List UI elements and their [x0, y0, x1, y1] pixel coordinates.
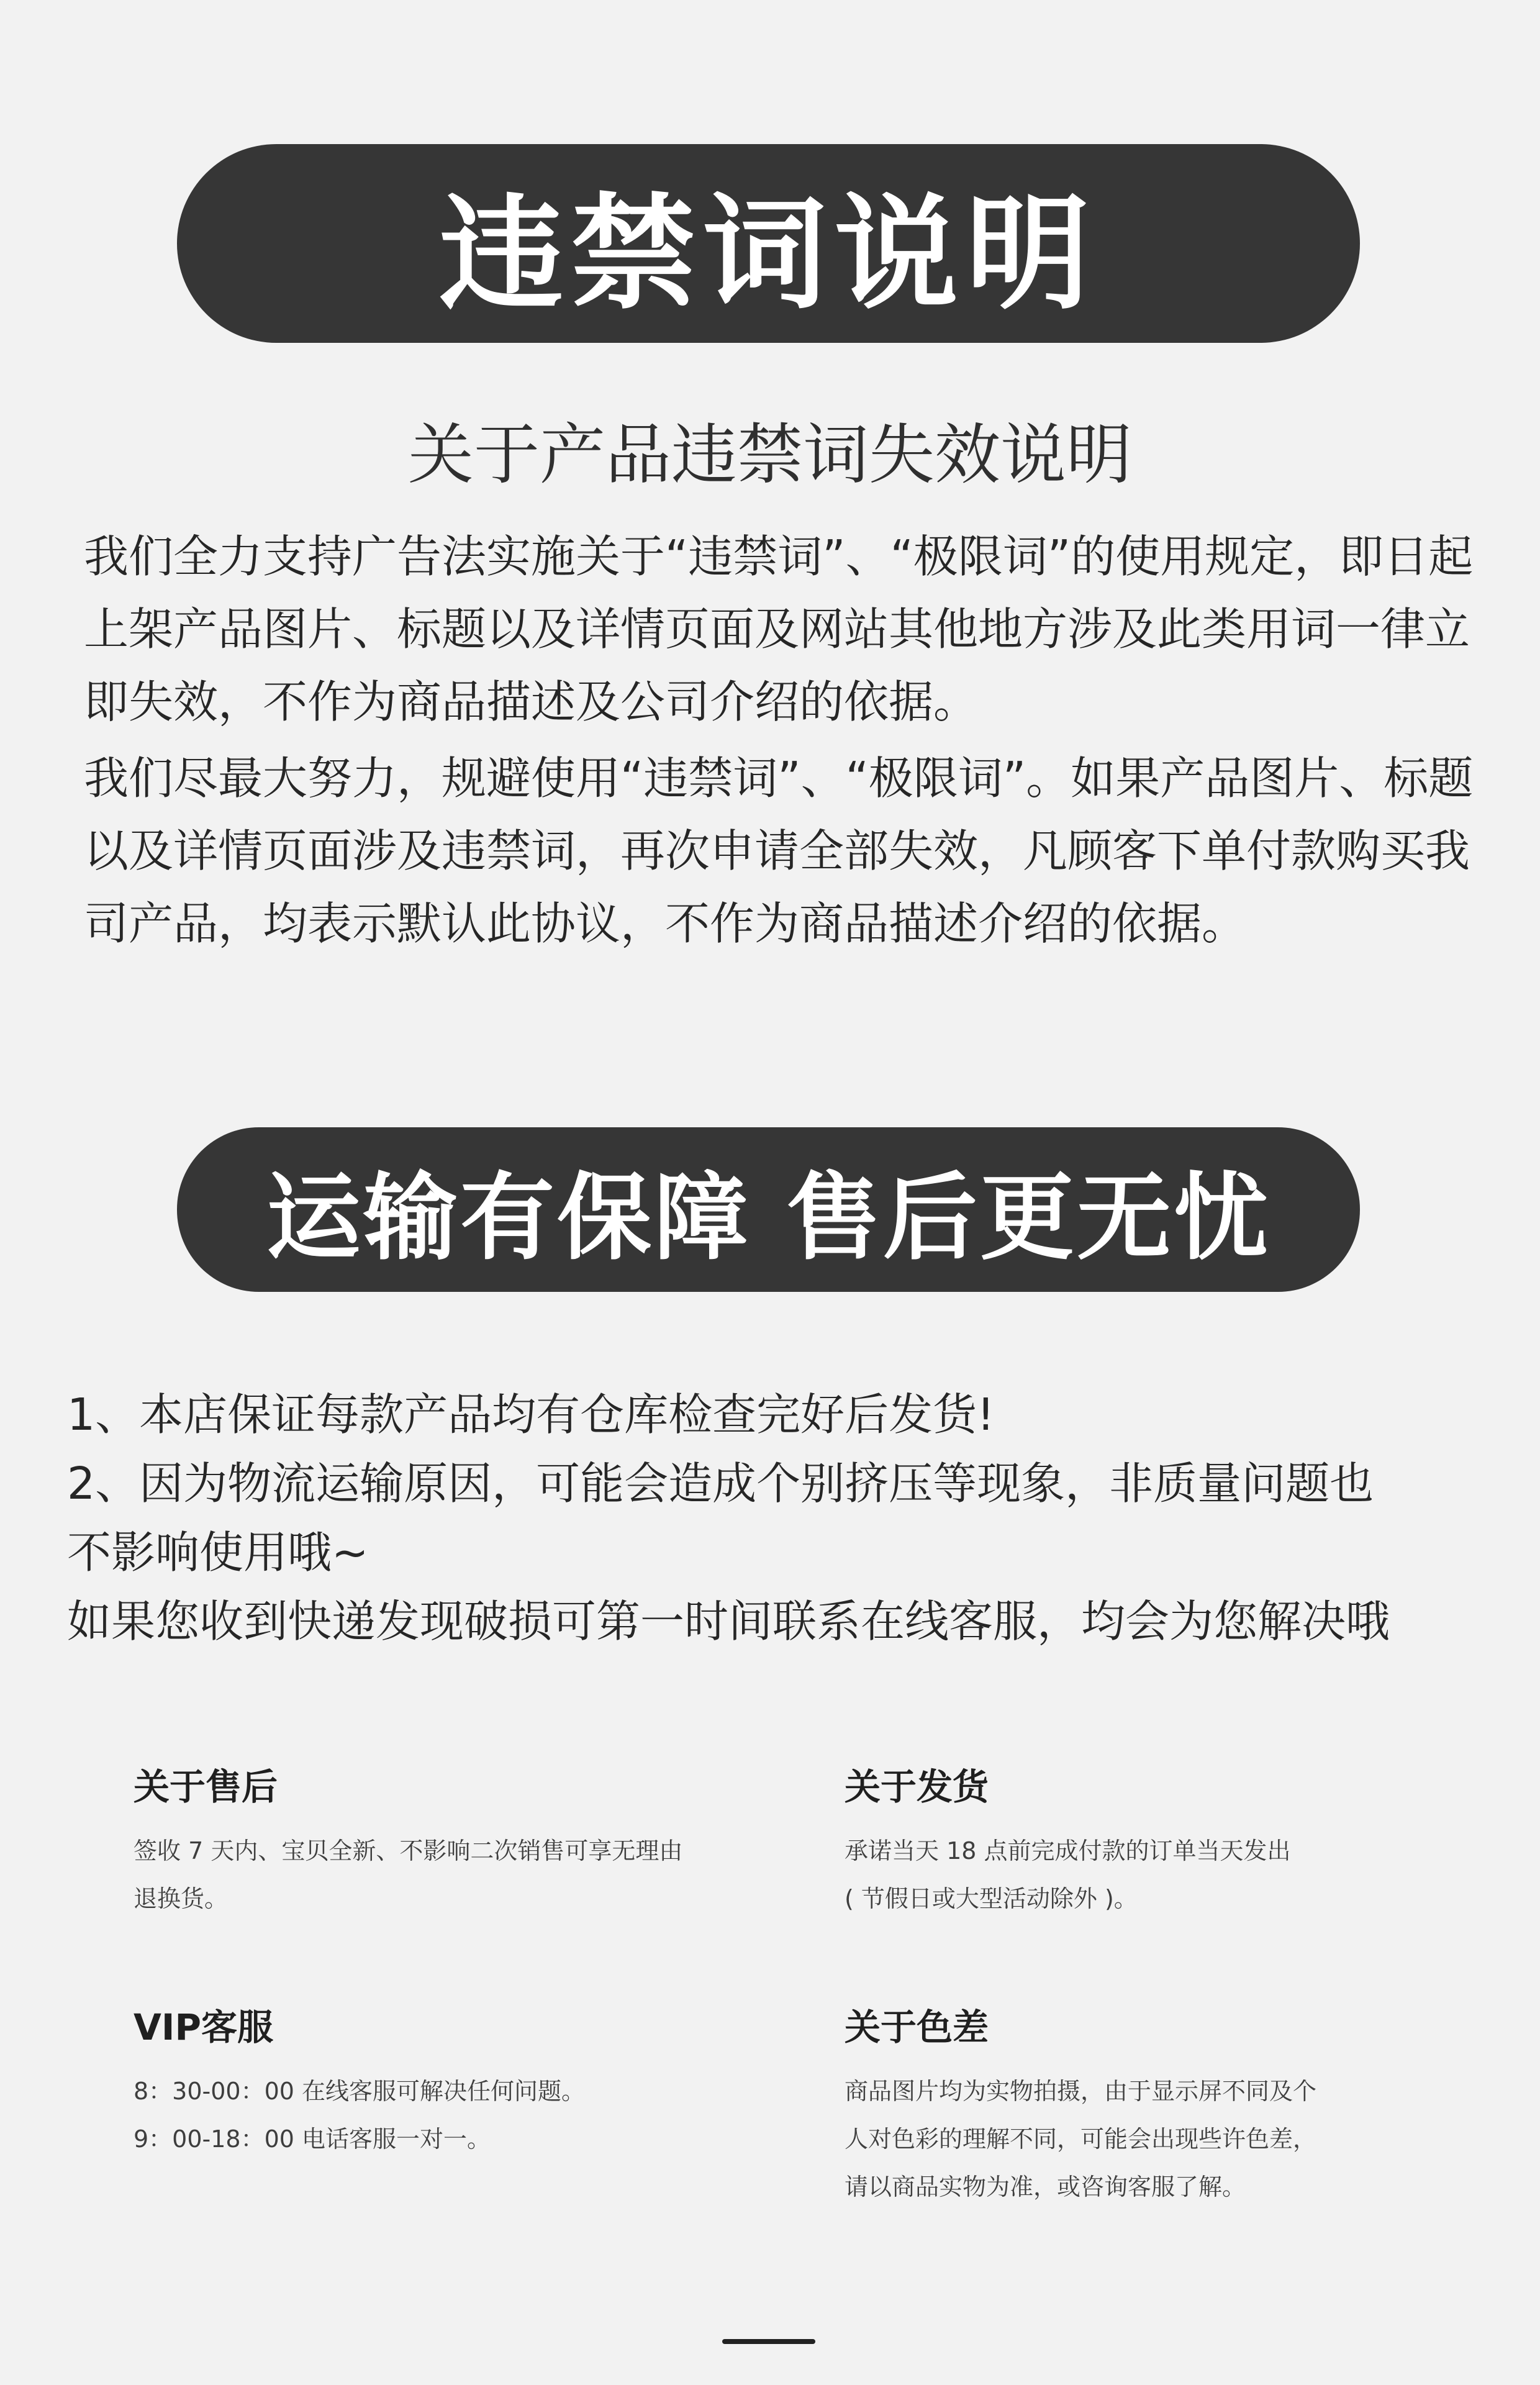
info-text-line: 人对色彩的理解不同，可能会出现些许色差， — [845, 2125, 1317, 2153]
shipping-notes — [67, 1380, 1495, 1656]
prohibited-words-banner — [177, 144, 1360, 343]
shipping-guarantee-banner — [177, 1127, 1360, 1292]
notice-paragraph-2: 我们尽最大努力，规避使用“违禁词”、“极限词”。如果产品图片、标题以及详情页面涉及违禁词，再次申请全部失效，凡顾客下单付款购买我司产品，均表示默认此协议，不作为商品描述介绍的依据。 — [84, 752, 1474, 950]
info-text-line: 退换货。 — [134, 1885, 229, 1912]
info-title: 关于色差 — [845, 2006, 989, 2048]
banner-title: 违禁词说明 — [439, 181, 1098, 327]
shipping-note-line: 2、因为物流运输原因，可能会造成个别挤压等现象，非质量问题也 — [67, 1458, 1374, 1509]
info-text-line: 签收 7 天内、宝贝全新、不影响二次销售可享无理由 — [134, 1837, 683, 1865]
info-vip-service — [134, 1998, 754, 2163]
info-text-line: 9：00-18：00 电话客服一对一。 — [134, 2125, 491, 2153]
info-delivery — [845, 1758, 1465, 1923]
bottom-divider — [722, 2339, 815, 2344]
info-color-difference — [845, 1998, 1465, 2211]
info-title: VIP客服 — [134, 2006, 273, 2048]
info-text-line: 商品图片均为实物拍摄，由于显示屏不同及个 — [845, 2078, 1317, 2105]
info-text-line: 请以商品实物为准，或咨询客服了解。 — [845, 2173, 1246, 2201]
banner-title: 运输有保障 售后更无忧 — [266, 1162, 1270, 1273]
info-text-line: 承诺当天 18 点前完成付款的订单当天发出 — [845, 1837, 1291, 1865]
shipping-note-line: 如果您收到快递发现破损可第一时间联系在线客服，均会为您解决哦 — [67, 1596, 1390, 1647]
notice-paragraph-1: 我们全力支持广告法实施关于“违禁词”、“极限词”的使用规定，即日起上架产品图片、标题以及详情页面及网站其他地方涉及此类用词一律立即失效，不作为商品描述及公司介绍的依据。 — [84, 530, 1474, 728]
info-title: 关于售后 — [134, 1766, 278, 1808]
info-text-line: 8：30-00：00 在线客服可解决任何问题。 — [134, 2078, 586, 2105]
section-subtitle: 关于产品违禁词失效说明 — [408, 417, 1132, 493]
shipping-note-line: 1、本店保证每款产品均有仓库检查完好后发货! — [67, 1389, 995, 1440]
info-text-line: ( 节假日或大型活动除外 )。 — [845, 1885, 1138, 1912]
shipping-note-line: 不影响使用哦~ — [67, 1527, 369, 1578]
info-title: 关于发货 — [845, 1766, 989, 1808]
info-after-sales — [134, 1758, 754, 1923]
